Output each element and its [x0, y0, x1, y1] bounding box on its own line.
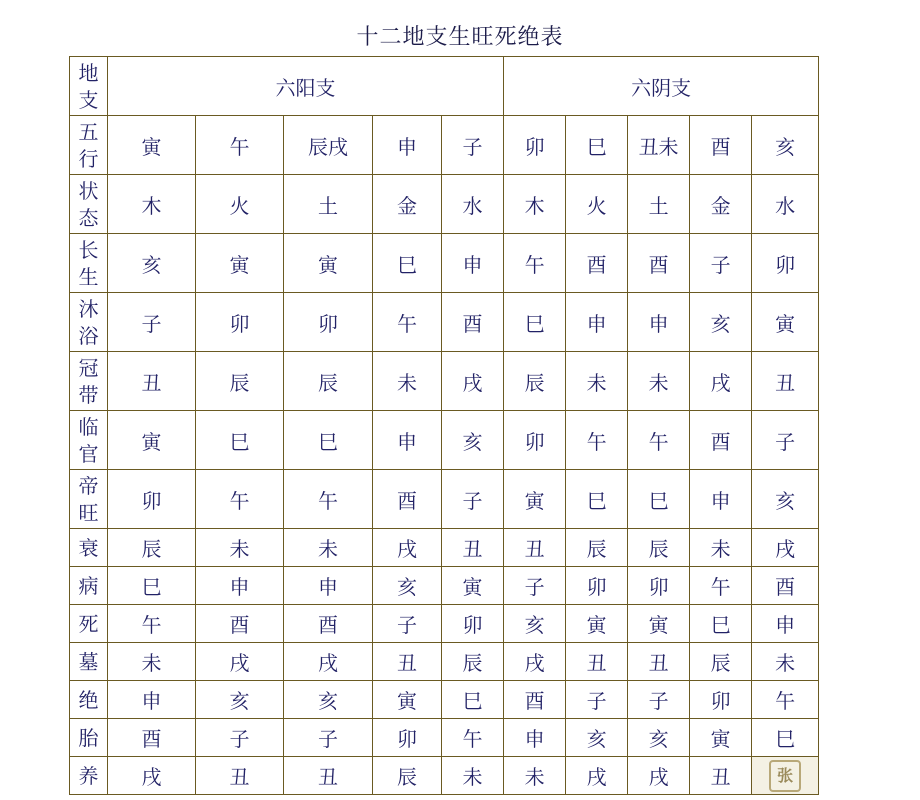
table-cell — [752, 757, 819, 795]
table-cell: 子 — [628, 681, 690, 719]
corner-char: 地 — [78, 60, 99, 85]
table-cell: 水 — [752, 175, 819, 234]
table-cell: 巳 — [690, 605, 752, 643]
table-cell: 申 — [284, 567, 373, 605]
table-row — [70, 605, 819, 643]
table-cell: 申 — [373, 411, 442, 470]
row-header-char: 行 — [78, 146, 99, 171]
table-cell: 子 — [442, 470, 504, 529]
table-cell: 午 — [504, 234, 566, 293]
watermark-seal: 张 — [769, 760, 801, 792]
table-cell: 酉 — [752, 567, 819, 605]
table-cell: 丑 — [442, 529, 504, 567]
table-cell: 辰戌 — [284, 116, 373, 175]
row-header-char: 衰 — [78, 535, 99, 560]
table-cell: 火 — [566, 175, 628, 234]
table-cell: 戌 — [284, 643, 373, 681]
table-cell: 卯 — [504, 411, 566, 470]
row-header — [70, 116, 108, 175]
table-cell: 申 — [108, 681, 196, 719]
table-row — [70, 757, 819, 795]
table-cell: 子 — [690, 234, 752, 293]
row-header — [70, 643, 108, 681]
table-cell: 丑 — [566, 643, 628, 681]
table-cell: 未 — [373, 352, 442, 411]
table-cell: 亥 — [108, 234, 196, 293]
row-header-char: 冠 — [78, 355, 99, 380]
table-cell: 亥 — [752, 116, 819, 175]
yin-header: 六阴支 — [504, 57, 819, 116]
table-cell: 丑 — [628, 643, 690, 681]
table-cell: 土 — [628, 175, 690, 234]
table-cell: 未 — [284, 529, 373, 567]
table-cell: 辰 — [284, 352, 373, 411]
row-header — [70, 757, 108, 795]
row-header — [70, 411, 108, 470]
table-cell: 未 — [752, 643, 819, 681]
table-cell: 亥 — [284, 681, 373, 719]
table-cell: 亥 — [373, 567, 442, 605]
table-cell: 子 — [196, 719, 284, 757]
row-header-char: 沐 — [78, 296, 99, 321]
table-cell: 戌 — [628, 757, 690, 795]
table-cell: 卯 — [504, 116, 566, 175]
row-header-char: 旺 — [78, 500, 99, 525]
table-cell: 卯 — [108, 470, 196, 529]
table-cell: 辰 — [196, 352, 284, 411]
row-header-char: 状 — [78, 178, 99, 203]
table-cell: 水 — [442, 175, 504, 234]
table-cell: 戌 — [690, 352, 752, 411]
table-cell: 未 — [442, 757, 504, 795]
table-row — [70, 681, 819, 719]
yang-header: 六阳支 — [108, 57, 504, 116]
table-row — [70, 116, 819, 175]
table-cell: 卯 — [442, 605, 504, 643]
table-cell: 申 — [566, 293, 628, 352]
table-cell: 子 — [566, 681, 628, 719]
row-header — [70, 529, 108, 567]
table-cell: 申 — [752, 605, 819, 643]
row-header-char: 长 — [78, 237, 99, 262]
table-cell: 午 — [196, 116, 284, 175]
table-cell: 金 — [373, 175, 442, 234]
table-cell: 亥 — [690, 293, 752, 352]
page-title: 十二地支生旺死绝表 — [356, 25, 564, 50]
table-cell: 巳 — [566, 116, 628, 175]
table-cell: 寅 — [442, 567, 504, 605]
table-row — [70, 293, 819, 352]
row-header-char: 带 — [78, 382, 99, 407]
table-cell: 酉 — [196, 605, 284, 643]
table-cell: 未 — [566, 352, 628, 411]
table-cell: 火 — [196, 175, 284, 234]
table-cell: 午 — [108, 605, 196, 643]
table-cell: 卯 — [284, 293, 373, 352]
table-cell: 辰 — [504, 352, 566, 411]
row-header-char: 临 — [78, 414, 99, 439]
table-cell: 子 — [504, 567, 566, 605]
table-cell: 酉 — [108, 719, 196, 757]
table-cell: 酉 — [566, 234, 628, 293]
table-cell: 申 — [373, 116, 442, 175]
table-row — [70, 567, 819, 605]
row-header-char: 病 — [78, 573, 99, 598]
row-header — [70, 567, 108, 605]
table-cell: 戌 — [196, 643, 284, 681]
table-cell: 丑 — [373, 643, 442, 681]
table-row — [70, 643, 819, 681]
table-row — [70, 470, 819, 529]
table-cell: 未 — [690, 529, 752, 567]
row-header-char: 养 — [78, 763, 99, 788]
table-cell: 午 — [566, 411, 628, 470]
corner-char: 支 — [78, 87, 99, 112]
table-cell: 戌 — [566, 757, 628, 795]
table-cell: 戌 — [752, 529, 819, 567]
table-cell: 寅 — [284, 234, 373, 293]
table-cell: 巳 — [284, 411, 373, 470]
corner-header — [70, 57, 108, 116]
table-row — [70, 529, 819, 567]
row-header-char: 五 — [78, 119, 99, 144]
table-cell: 子 — [442, 116, 504, 175]
table-cell: 未 — [196, 529, 284, 567]
table-cell: 辰 — [690, 643, 752, 681]
table-cell: 亥 — [196, 681, 284, 719]
table-cell: 寅 — [373, 681, 442, 719]
row-header — [70, 470, 108, 529]
table-row — [70, 175, 819, 234]
table-cell: 申 — [504, 719, 566, 757]
table-row — [70, 352, 819, 411]
table-cell: 丑 — [196, 757, 284, 795]
table-cell: 巳 — [373, 234, 442, 293]
table-cell: 酉 — [690, 116, 752, 175]
table-cell: 子 — [373, 605, 442, 643]
table-cell: 丑 — [284, 757, 373, 795]
table-cell: 丑 — [690, 757, 752, 795]
row-header — [70, 293, 108, 352]
table-cell: 寅 — [504, 470, 566, 529]
table-cell: 午 — [373, 293, 442, 352]
table-cell: 寅 — [108, 411, 196, 470]
table-cell: 午 — [196, 470, 284, 529]
table-cell: 亥 — [752, 470, 819, 529]
table-cell: 戌 — [108, 757, 196, 795]
table-cell: 子 — [108, 293, 196, 352]
row-header-char: 墓 — [78, 649, 99, 674]
table-cell: 丑未 — [628, 116, 690, 175]
table-cell: 申 — [196, 567, 284, 605]
table-cell: 巳 — [504, 293, 566, 352]
row-header — [70, 681, 108, 719]
table-cell: 卯 — [690, 681, 752, 719]
table-cell: 午 — [628, 411, 690, 470]
table-cell: 酉 — [504, 681, 566, 719]
table-cell: 亥 — [628, 719, 690, 757]
table-cell: 辰 — [108, 529, 196, 567]
table-cell: 申 — [442, 234, 504, 293]
table-cell: 寅 — [196, 234, 284, 293]
table-cell: 巳 — [752, 719, 819, 757]
table-cell: 辰 — [628, 529, 690, 567]
table-cell: 巳 — [566, 470, 628, 529]
table-cell: 酉 — [442, 293, 504, 352]
table-cell: 未 — [108, 643, 196, 681]
table-cell: 巳 — [628, 470, 690, 529]
table-cell: 午 — [442, 719, 504, 757]
header-row — [70, 57, 819, 116]
row-header — [70, 352, 108, 411]
table-cell: 酉 — [373, 470, 442, 529]
table-cell: 未 — [628, 352, 690, 411]
row-header-char: 绝 — [78, 687, 99, 712]
table-cell: 酉 — [690, 411, 752, 470]
row-header-char: 浴 — [78, 323, 99, 348]
table-cell: 未 — [504, 757, 566, 795]
table-cell: 子 — [752, 411, 819, 470]
table-cell: 寅 — [752, 293, 819, 352]
table-cell: 申 — [690, 470, 752, 529]
table-cell: 土 — [284, 175, 373, 234]
table-cell: 午 — [752, 681, 819, 719]
table-row — [70, 719, 819, 757]
table-cell: 巳 — [108, 567, 196, 605]
table-row — [70, 411, 819, 470]
table-cell: 亥 — [566, 719, 628, 757]
row-header-char: 胎 — [78, 725, 99, 750]
table-cell: 丑 — [504, 529, 566, 567]
table-cell: 巳 — [442, 681, 504, 719]
table-cell: 丑 — [108, 352, 196, 411]
row-header — [70, 719, 108, 757]
table-cell: 卯 — [566, 567, 628, 605]
row-header — [70, 175, 108, 234]
row-header-char: 死 — [78, 611, 99, 636]
table-cell: 酉 — [284, 605, 373, 643]
table-cell: 木 — [108, 175, 196, 234]
table-cell: 卯 — [752, 234, 819, 293]
row-header-char: 帝 — [78, 473, 99, 498]
table-cell: 戌 — [504, 643, 566, 681]
table-cell: 寅 — [108, 116, 196, 175]
row-header-char: 生 — [78, 264, 99, 289]
table-cell: 卯 — [196, 293, 284, 352]
table-cell: 申 — [628, 293, 690, 352]
table-cell: 木 — [504, 175, 566, 234]
table-cell: 午 — [690, 567, 752, 605]
table-cell: 巳 — [196, 411, 284, 470]
table-cell: 午 — [284, 470, 373, 529]
table-cell: 戌 — [442, 352, 504, 411]
table-cell: 寅 — [628, 605, 690, 643]
row-header — [70, 605, 108, 643]
table-cell: 寅 — [690, 719, 752, 757]
table-cell: 戌 — [373, 529, 442, 567]
row-header-char: 官 — [78, 441, 99, 466]
table-cell: 辰 — [566, 529, 628, 567]
table-cell: 卯 — [628, 567, 690, 605]
table-cell: 辰 — [442, 643, 504, 681]
table-cell: 卯 — [373, 719, 442, 757]
table-cell: 酉 — [628, 234, 690, 293]
table-row — [70, 234, 819, 293]
table-cell: 丑 — [752, 352, 819, 411]
table-cell: 亥 — [442, 411, 504, 470]
row-header — [70, 234, 108, 293]
table-cell: 金 — [690, 175, 752, 234]
row-header-char: 态 — [78, 205, 99, 230]
table-cell: 子 — [284, 719, 373, 757]
table-cell: 寅 — [566, 605, 628, 643]
branch-status-table — [69, 56, 819, 795]
table-cell: 亥 — [504, 605, 566, 643]
table-cell: 辰 — [373, 757, 442, 795]
